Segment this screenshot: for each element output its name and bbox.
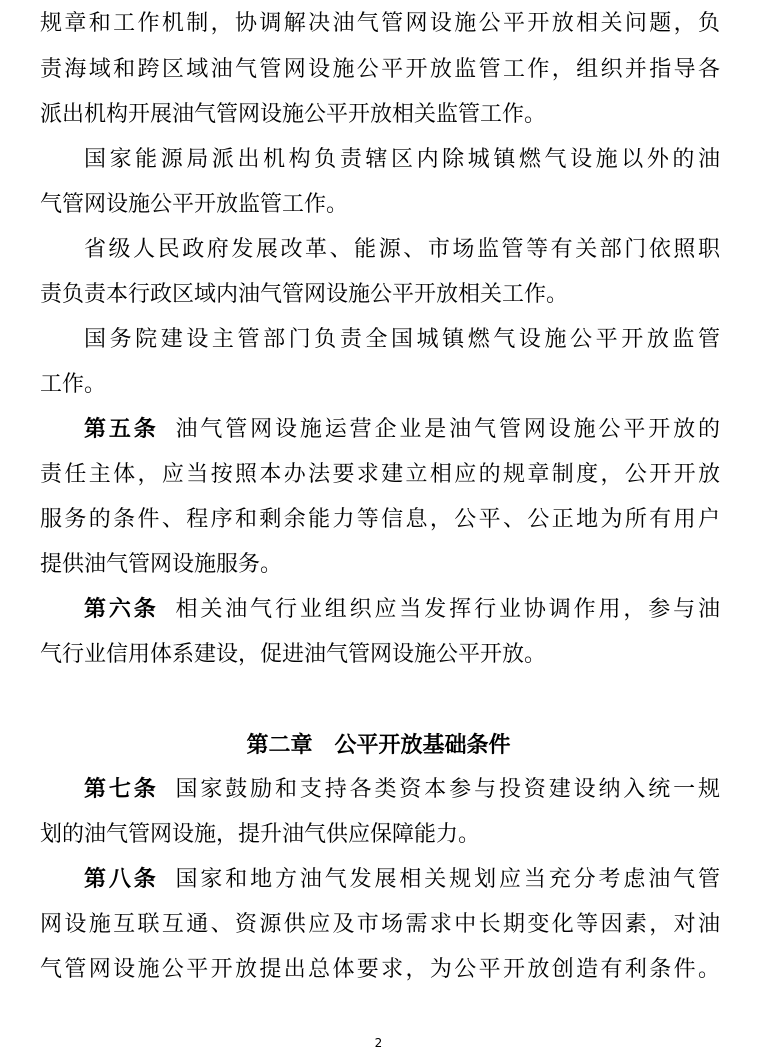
article-label: 第六条 bbox=[84, 597, 159, 622]
article-label: 第八条 bbox=[84, 867, 159, 892]
article-text: 国家和地方油气发展相关规划应当充分考虑油气管 bbox=[172, 867, 720, 892]
paragraph-line: 责负责本行政区域内油气管网设施公平开放相关工作。 bbox=[40, 282, 569, 307]
article-first-line bbox=[84, 412, 720, 448]
paragraph-line: 国务院建设主管部门负责全国城镇燃气设施公平开放监管 bbox=[84, 327, 720, 352]
article-text: 相关油气行业组织应当发挥行业协调作用，参与油 bbox=[172, 597, 720, 622]
paragraph-line: 工作。 bbox=[40, 372, 107, 397]
paragraph-line: 国家能源局派出机构负责辖区内除城镇燃气设施以外的油 bbox=[84, 147, 720, 172]
paragraph-line: 责海域和跨区域油气管网设施公平开放监管工作，组织并指导各 bbox=[40, 57, 720, 82]
paragraph-line: 派出机构开展油气管网设施公平开放相关监管工作。 bbox=[40, 102, 547, 127]
article-text: 油气管网设施运营企业是油气管网设施公平开放的 bbox=[172, 417, 720, 442]
article-label: 第五条 bbox=[84, 417, 159, 442]
chapter-heading: 第二章 公平开放基础条件 bbox=[246, 733, 511, 758]
paragraph-line: 省级人民政府发展改革、能源、市场监管等有关部门依照职 bbox=[84, 237, 720, 262]
paragraph-line: 气管网设施公平开放监管工作。 bbox=[40, 192, 349, 217]
article-first-line bbox=[84, 772, 720, 808]
paragraph-line: 网设施互联互通、资源供应及市场需求中长期变化等因素，对油 bbox=[40, 912, 720, 937]
paragraph-line: 责任主体，应当按照本办法要求建立相应的规章制度，公开开放 bbox=[40, 462, 720, 487]
paragraph-line: 提供油气管网设施服务。 bbox=[40, 552, 283, 577]
article-first-line bbox=[84, 592, 720, 628]
paragraph-line: 规章和工作机制，协调解决油气管网设施公平开放相关问题，负 bbox=[40, 11, 720, 36]
paragraph-line: 气管网设施公平开放提出总体要求，为公平开放创造有利条件。 bbox=[40, 957, 720, 982]
paragraph-line: 服务的条件、程序和剩余能力等信息，公平、公正地为所有用户 bbox=[40, 507, 720, 532]
article-text: 国家鼓励和支持各类资本参与投资建设纳入统一规 bbox=[172, 777, 720, 802]
article-first-line bbox=[84, 862, 720, 898]
article-label: 第七条 bbox=[84, 777, 159, 802]
paragraph-line: 划的油气管网设施，提升油气供应保障能力。 bbox=[40, 822, 481, 847]
paragraph-line: 气行业信用体系建设，促进油气管网设施公平开放。 bbox=[40, 642, 547, 667]
page-number: 2 bbox=[374, 1036, 383, 1050]
